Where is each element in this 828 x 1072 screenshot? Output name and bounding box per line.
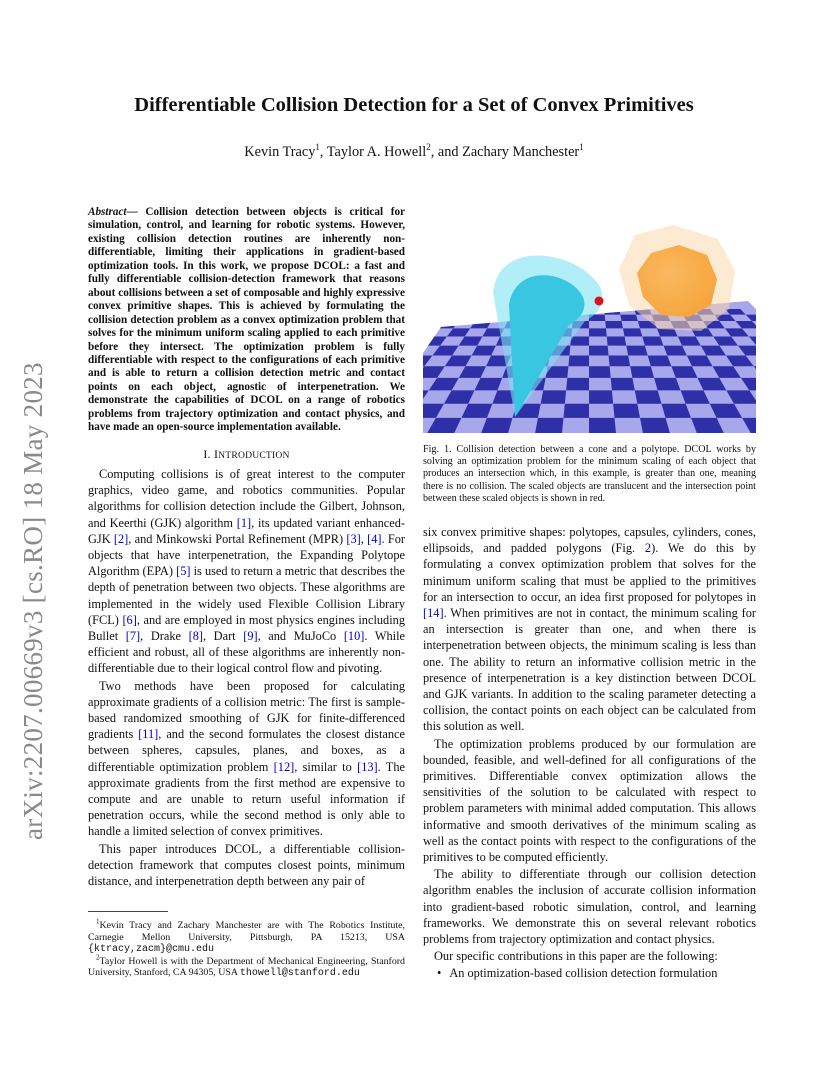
author-name: and Zachary Manchester [437, 144, 580, 160]
floor-tile [589, 346, 609, 356]
author-name: Taylor A. Howell [326, 144, 427, 160]
left-column-body [88, 466, 405, 890]
floor-tile [648, 356, 672, 367]
text-run: . When primitives are not in contact, the minimum scaling for an intersection is greater than one, and when there is interpenetration between objects, the minimum scaling is less than one. The ability to return an informative collision metric in the presence of interpenetration is a key distinction between DCOL and GJK variants. In addition to the scaling parameter detecting a collision, the contact points on each object can be calculated from this solution as well. [423, 606, 756, 734]
citation-link[interactable]: [14] [423, 606, 444, 621]
text-run: is used to return a metric that describes the depth of penetration between two objects. These algorithms are implemented in the widely used Flexible Collision Library (FCL) [88, 564, 405, 627]
footnote [88, 917, 405, 956]
author-affiliation-mark: 1 [315, 142, 320, 153]
floor-tile [626, 346, 647, 356]
floor-tile [630, 366, 654, 378]
floor-tile [426, 315, 448, 321]
citation-link[interactable]: [10] [343, 629, 365, 644]
citation-link[interactable]: [5] [176, 564, 191, 579]
arxiv-identifier: arXiv:2207.00669v3 [cs.RO] 18 May 2023 [18, 362, 48, 840]
abstract-dash: — [126, 206, 146, 218]
text-run: . The approximate gradients from the first method are expensive to compute and are unable to return useful information if penetration occurs, while the second method is only able to handle a limited selection of convex primitives. [88, 759, 405, 839]
email-address: thowell@stanford.edu [239, 968, 360, 980]
abstract-label: Abstract [88, 206, 127, 218]
collision-render [423, 213, 756, 433]
floor-tile [479, 309, 498, 315]
text-run: , and are employed in most physics engines including Bullet [88, 612, 406, 644]
figure-1-caption: Fig. 1. Collision detection between a cone and a polytope. DCOL works by solving an optimization problem for the minimum scaling of each object that produces an intersection which, in this example, is greater than one, meaning there is no collision. The scaled objects are translucent and the intersection point between these scaled objects is shown in red. [423, 444, 756, 504]
email-address: {ktracy,zacm}@cmu.edu [88, 944, 215, 956]
abstract [88, 206, 405, 435]
text-run: ). We do this by formulating a convex optimization problem that solves for the minimum uniform scaling that must be applied to the primitives for an intersection to occur, an idea first proposed for polytopes in [423, 541, 756, 604]
floor-tile [566, 378, 589, 390]
floor-tile [635, 390, 662, 403]
body-paragraph [423, 948, 756, 964]
author-list: Kevin Tracy$^1$, Taylor A. Howell$^2$, and Zachary Manchester$^1$ [244, 142, 584, 160]
body-paragraph [88, 678, 405, 840]
floor-tile [589, 328, 607, 336]
intersection-point [595, 297, 604, 306]
body-paragraph [423, 866, 756, 947]
footnote-marker: 1 [96, 917, 100, 926]
text-run: , Drake [140, 629, 189, 644]
floor-tile [605, 321, 623, 328]
text-run: This paper introduces DCOL, a differentiable collision-detection framework that computes closest points, minimum distance, and interpenetration depth between any pair of [88, 841, 405, 889]
footnote-marker: 2 [96, 953, 100, 962]
floor-tile [568, 356, 589, 367]
footnotes [88, 917, 405, 980]
citation-link[interactable]: [6] [122, 612, 137, 627]
footnote-divider [88, 911, 168, 912]
right-column-body [423, 524, 756, 982]
floor-tile [607, 337, 626, 346]
text-run: Computing collisions is of great interest to the computer graphics, video game, and robotics communities. Popular algorithms for collision detection include the Gilbert, Johnson, and Keerthi (GJK) algorithm [88, 467, 405, 530]
contributions-list [437, 965, 756, 981]
citation-link[interactable]: 2 [644, 541, 652, 556]
author-affiliation-mark: 1 [579, 142, 584, 153]
citation-link[interactable]: [1] [236, 515, 252, 530]
figure-1-image [423, 213, 756, 433]
citation-link[interactable]: [12] [273, 759, 295, 774]
body-paragraph [88, 841, 405, 890]
text-run: Our specific contributions in this paper are the following: [434, 949, 718, 964]
citation-link[interactable]: [7] [125, 629, 141, 644]
floor-tile [423, 321, 426, 328]
text-run: , and MuJoCo [257, 629, 344, 644]
text-run: , and the second formulates the closest distance between spheres, capsules, planes, and boxes, as a differentiable optimization problem [88, 727, 405, 774]
citation-link[interactable]: [3] [346, 531, 361, 546]
section-heading-introduction [88, 447, 405, 462]
floor-tile [620, 315, 638, 321]
text-run: Taylor Howell is with the Department of Mechanical Engineering, Stanford University, Stanford, CA 94305, USA [88, 955, 405, 979]
contribution-item: • An optimization-based collision detection formulation [437, 965, 756, 981]
footnote [88, 953, 405, 980]
section-title: INTRODUCTION [213, 447, 290, 461]
floor-tile [609, 356, 631, 367]
text-run: Kevin Tracy and Zachary Manchester are with The Robotics Institute, Carnegie Mellon University, Pittsburgh, PA 15213, USA [88, 920, 405, 943]
floor-tile [423, 309, 438, 315]
citation-link[interactable]: [2] [113, 531, 129, 546]
citation-link[interactable]: [13] [357, 759, 378, 774]
abstract-text: Collision detection between objects is critical for simulation, control, and learning for robotic systems. However, existing collision detection routines are inherently non-differentiable, limiting their applications in gradient-based optimization tools. In this work, we propose DCOL: a fast and fully differentiable collision-detection framework that reasons about collisions between a set of composable and highly expressive convex primitive shapes. This is achieved by formulating the collision detection problem as a convex optimization problem that solves for the minimum uniform scaling applied to each primitive before they intersect. The optimization problem is fully differentiable with respect to the configurations of each primitive and is able to return a collision detection metric and contact points on each object, agnostic of interpenetration. We demonstrate the capabilities of DCOL on a range of robotics problems from trajectory optimization and contact physics, and have made an open-source implementation available. [88, 206, 406, 434]
floor-tile [563, 404, 589, 418]
text-run: The ability to differentiate through our collision detection algorithm enables the inclusion of accurate collision information into gradient-based robotic simulation, control, and learning frameworks. We demonstrate this on several relevant robotics problems from trajectory optimization and contact physics. [423, 867, 756, 947]
floor-tile [448, 309, 468, 315]
floor-tile [604, 309, 620, 315]
floor-tile [623, 328, 642, 336]
author-name: Kevin Tracy [244, 144, 316, 160]
text-run: , Dart [203, 629, 244, 644]
body-paragraph [423, 524, 756, 735]
citation-link[interactable]: [9] [243, 629, 258, 644]
text-run: . While efficient and robust, all of these algorithms are inherently non-differentiable due to their logical control flow and pivoting. [88, 629, 405, 676]
text-run: The optimization problems produced by our formulation are bounded, feasible, and well-defined for all configurations of the primitives. Differentiable convex optimization allows the sensitivities of the solution to be calculated with respect to problem parameters with minimal added computation. This allows informative and smooth derivatives of the minimum scaling as well as the contact points with respect to the configurations of the primitives to be computed efficiently. [423, 736, 756, 865]
citation-link[interactable]: [8] [188, 629, 203, 644]
floor-tile [642, 337, 663, 346]
floor-tile [570, 337, 589, 346]
floor-tile [613, 404, 640, 418]
floor-tile [535, 418, 563, 433]
floor-tile [459, 315, 480, 321]
author-affiliation-mark: 2 [426, 142, 431, 153]
paper-title: Differentiable Collision Detection for a Set of Convex Primitives [134, 94, 694, 116]
body-paragraph [88, 466, 405, 677]
floor-tile [611, 378, 635, 390]
floor-tile [640, 418, 670, 433]
body-paragraph [423, 736, 756, 866]
text-run: . For objects that have interpenetration, the Expanding Polytope Algorithm (EPA) [88, 531, 406, 579]
floor-tile [589, 390, 613, 403]
text-run: , [360, 531, 368, 546]
floor-tile [541, 390, 566, 403]
text-run: six convex primitive shapes: polytopes, capsules, cylinders, cones, ellipsoids, and padded polygons (Fig. [423, 525, 756, 556]
floor-tile [423, 328, 436, 336]
text-run: , similar to [294, 759, 358, 774]
floor-tile [589, 366, 611, 378]
text-run: , and Minkowski Portal Refinement (MPR) [128, 531, 347, 546]
citation-link[interactable]: [4] [367, 531, 382, 546]
text-run: Two methods have been proposed for calculating approximate gradients of a collision metric: The first is sample-based randomized smoothing of GJK for finite-differenced gradients [88, 678, 405, 742]
text-run: , its updated variant enhanced-GJK [88, 515, 405, 546]
citation-link[interactable]: [11] [138, 727, 159, 742]
floor-tile [589, 418, 616, 433]
section-number: I. [203, 447, 211, 461]
